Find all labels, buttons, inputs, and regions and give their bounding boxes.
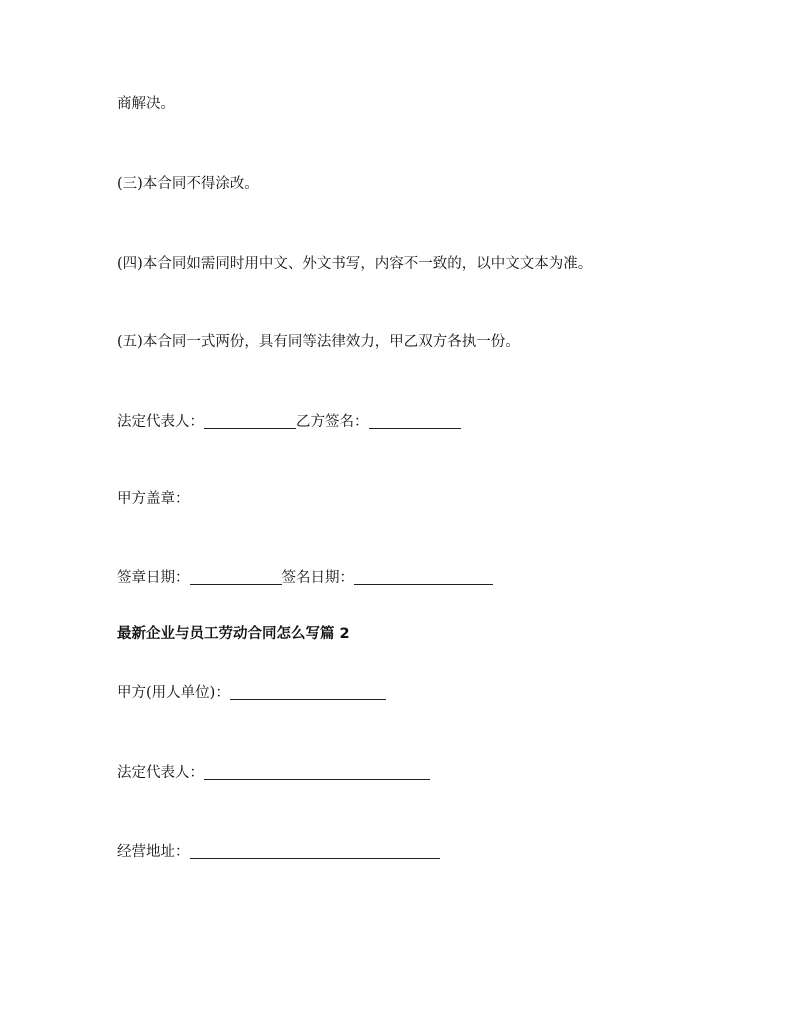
business-address-line	[117, 843, 440, 861]
business-address-label: 经营地址：	[117, 844, 190, 860]
business-address-blank[interactable]	[190, 844, 440, 859]
clause-text: (三)本合同不得涂改。	[117, 176, 259, 192]
employer-label: 甲方(用人单位)：	[117, 685, 230, 701]
signature-line-legal-rep	[117, 413, 461, 431]
section-heading	[117, 625, 350, 643]
clause-no-alteration	[117, 175, 259, 193]
party-a-seal-label: 甲方盖章：	[117, 491, 190, 507]
employer-legal-rep-line	[117, 764, 430, 782]
paragraph-negotiation-end	[117, 95, 175, 113]
clause-text: (五)本合同一式两份，具有同等法律效力，甲乙双方各执一份。	[117, 334, 520, 350]
clause-language	[117, 255, 592, 273]
section-heading-text: 最新企业与员工劳动合同怎么写篇 2	[117, 626, 350, 642]
clause-text: (四)本合同如需同时用中文、外文书写，内容不一致的，以中文文本为准。	[117, 256, 593, 272]
signature-date-line	[117, 569, 493, 587]
employer-blank[interactable]	[230, 685, 386, 700]
sign-date-blank[interactable]	[354, 570, 493, 585]
paragraph-text: 商解决。	[117, 96, 175, 112]
employer-legal-rep-blank[interactable]	[204, 765, 430, 780]
legal-rep-blank[interactable]	[204, 414, 296, 429]
party-b-sign-blank[interactable]	[369, 414, 461, 429]
clause-copies	[117, 333, 520, 351]
legal-rep-label: 法定代表人：	[117, 414, 204, 430]
seal-date-label: 签章日期：	[117, 570, 190, 586]
employer-line	[117, 684, 386, 702]
party-b-sign-label: 乙方签名：	[296, 414, 369, 430]
seal-date-blank[interactable]	[190, 570, 282, 585]
sign-date-label: 签名日期：	[281, 570, 354, 586]
party-a-seal-line	[117, 490, 190, 508]
employer-legal-rep-label: 法定代表人：	[117, 765, 204, 781]
